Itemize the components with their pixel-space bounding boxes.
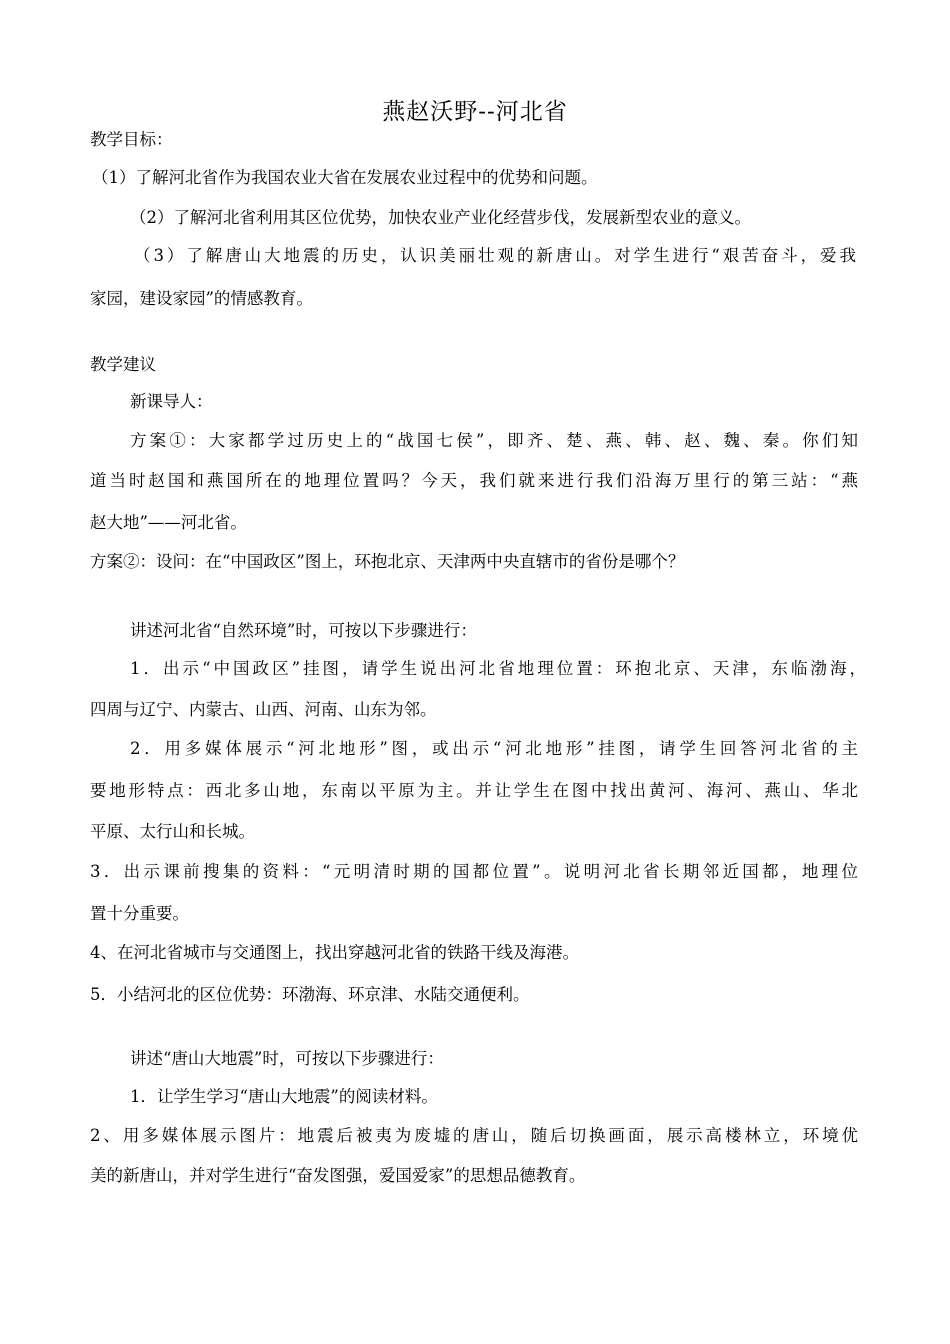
- lesson-intro-label: 新课导人：: [130, 392, 213, 411]
- objective-1: （1）了解河北省作为我国农业大省在发展农业过程中的优势和问题。: [92, 168, 598, 187]
- objective-3-line-2: 家园，建设家园”的情感教育。: [90, 289, 313, 308]
- nature-step-1-line-1: 1．出示“中国政区”挂图，请学生说出河北省地理位置：环抱北京、天津，东临渤海，: [130, 659, 866, 678]
- nature-step-5: 5．小结河北的区位优势：环渤海、环京津、水陆交通便利。: [90, 985, 530, 1004]
- plan-2: 方案②：设问：在“中国政区”图上，环抱北京、天津两中央直辖市的省份是哪个？: [90, 552, 685, 571]
- nature-heading: 讲述河北省“自然环境”时，可按以下步骤进行：: [130, 621, 477, 640]
- nature-step-2-line-3: 平原、太行山和长城。: [90, 822, 255, 841]
- section-heading-suggestions: 教学建议: [90, 355, 156, 374]
- earthquake-step-2-line-1: 2、用多媒体展示图片：地震后被夷为废墟的唐山，随后切换画面，展示高楼林立，环境优: [90, 1126, 858, 1145]
- earthquake-step-1: 1．让学生学习“唐山大地震”的阅读材料。: [130, 1087, 438, 1106]
- earthquake-step-2-line-2: 美的新唐山，并对学生进行“奋发图强，爱国爱家”的思想品德教育。: [90, 1166, 586, 1185]
- document-title: 燕赵沃野--河北省: [382, 99, 568, 125]
- earthquake-heading: 讲述“唐山大地震”时，可按以下步骤进行：: [130, 1049, 444, 1068]
- plan-1-line-3: 赵大地”——河北省。: [90, 513, 247, 532]
- plan-1-line-2: 道当时赵国和燕国所在的地理位置吗？今天，我们就来进行我们沿海万里行的第三站：“燕: [90, 471, 858, 490]
- section-heading-objectives: 教学目标：: [90, 130, 173, 149]
- nature-step-3-line-2: 置十分重要。: [90, 904, 189, 923]
- objective-3-line-1: （3）了解唐山大地震的历史，认识美丽壮观的新唐山。对学生进行“艰苦奋斗，爱我: [134, 246, 856, 265]
- objective-2: （2）了解河北省利用其区位优势，加快农业产业化经营步伐，发展新型农业的意义。: [130, 208, 751, 227]
- nature-step-1-line-2: 四周与辽宁、内蒙古、山西、河南、山东为邻。: [90, 700, 437, 719]
- nature-step-4: 4、在河北省城市与交通图上，找出穿越河北省的铁路干线及海港。: [90, 943, 579, 962]
- plan-1-line-1: 方案①：大家都学过历史上的“战国七侯”，即齐、楚、燕、韩、赵、魏、秦。你们知: [130, 431, 858, 450]
- nature-step-2-line-2: 要地形特点：西北多山地，东南以平原为主。并让学生在图中找出黄河、海河、燕山、华北: [90, 781, 858, 800]
- nature-step-3-line-1: 3．出示课前搜集的资料：“元明清时期的国都位置”。说明河北省长期邻近国都，地理位: [90, 862, 858, 881]
- nature-step-2-line-1: 2．用多媒体展示“河北地形”图，或出示“河北地形”挂图，请学生回答河北省的主: [130, 739, 858, 758]
